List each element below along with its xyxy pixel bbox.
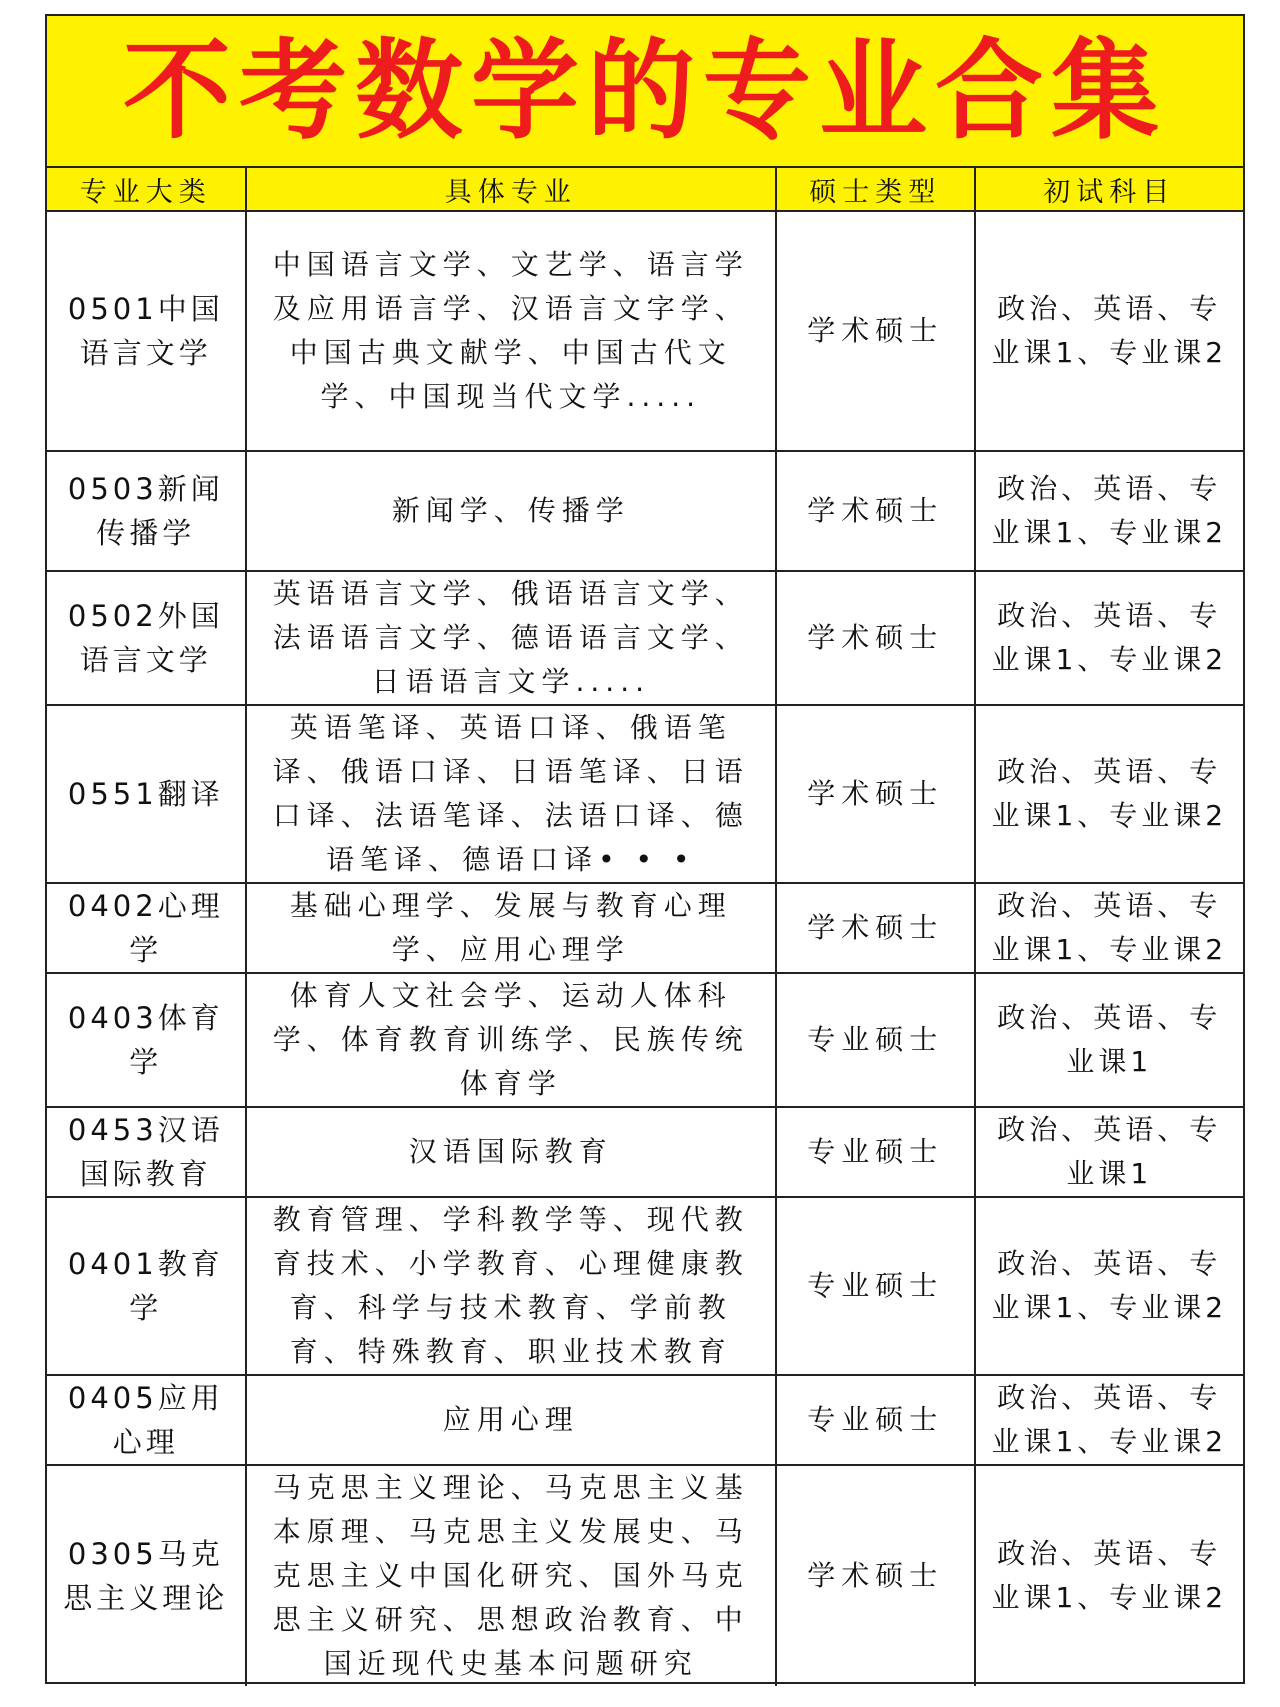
page-title: 不考数学的专业合集 [122, 28, 1167, 154]
subjects-cell: 政治、英语、专业课1 [975, 973, 1243, 1107]
table-header-row [47, 168, 1243, 211]
degree-cell: 专业硕士 [776, 1107, 975, 1197]
subjects-cell: 政治、英语、专业课1、专业课2 [975, 705, 1243, 883]
table-row [47, 705, 1243, 883]
table-row [47, 1375, 1243, 1465]
table-row [47, 451, 1243, 571]
degree-cell: 学术硕士 [776, 451, 975, 571]
subjects-cell: 政治、英语、专业课1、专业课2 [975, 451, 1243, 571]
subjects-cell: 政治、英语、专业课1、专业课2 [975, 571, 1243, 705]
table-row [47, 1107, 1243, 1197]
table-row [47, 883, 1243, 973]
majors-cell: 应用心理 [246, 1375, 776, 1465]
degree-cell: 学术硕士 [776, 705, 975, 883]
degree-cell: 专业硕士 [776, 973, 975, 1107]
majors-cell: 基础心理学、发展与教育心理学、应用心理学 [246, 883, 776, 973]
category-cell: 0401教育学 [47, 1197, 246, 1375]
majors-cell: 教育管理、学科教学等、现代教育技术、小学教育、心理健康教育、科学与技术教育、学前教育、特殊教育、职业技术教育 [246, 1197, 776, 1375]
degree-cell: 专业硕士 [776, 1375, 975, 1465]
header-majors: 具体专业 [246, 168, 776, 211]
category-cell: 0305马克思主义理论 [47, 1465, 246, 1686]
degree-cell: 学术硕士 [776, 571, 975, 705]
degree-cell: 学术硕士 [776, 211, 975, 451]
majors-cell: 英语笔译、英语口译、俄语笔译、俄语口译、日语笔译、日语口译、法语笔译、法语口译、德语笔译、德语口译• • • [246, 705, 776, 883]
table-row [47, 1465, 1243, 1686]
majors-cell: 英语语言文学、俄语语言文学、法语语言文学、德语语言文学、日语语言文学..... [246, 571, 776, 705]
table-row [47, 211, 1243, 451]
category-cell: 0502外国语言文学 [47, 571, 246, 705]
subjects-cell: 政治、英语、专业课1、专业课2 [975, 211, 1243, 451]
category-cell: 0402心理学 [47, 883, 246, 973]
majors-cell: 马克思主义理论、马克思主义基本原理、马克思主义发展史、马克思主义中国化研究、国外马克思主义研究、思想政治教育、中国近现代史基本问题研究 [246, 1465, 776, 1686]
degree-cell: 专业硕士 [776, 1197, 975, 1375]
category-cell: 0503新闻传播学 [47, 451, 246, 571]
subjects-cell: 政治、英语、专业课1 [975, 1107, 1243, 1197]
majors-sheet [45, 14, 1245, 1684]
category-cell: 0453汉语国际教育 [47, 1107, 246, 1197]
category-cell: 0405应用心理 [47, 1375, 246, 1465]
subjects-cell: 政治、英语、专业课1、专业课2 [975, 1197, 1243, 1375]
table-row [47, 973, 1243, 1107]
title-banner [47, 16, 1243, 168]
majors-cell: 汉语国际教育 [246, 1107, 776, 1197]
category-cell: 0501中国语言文学 [47, 211, 246, 451]
degree-cell: 学术硕士 [776, 883, 975, 973]
table-row [47, 571, 1243, 705]
category-cell: 0403体育学 [47, 973, 246, 1107]
subjects-cell: 政治、英语、专业课1、专业课2 [975, 883, 1243, 973]
table-row [47, 1197, 1243, 1375]
majors-cell: 体育人文社会学、运动人体科学、体育教育训练学、民族传统体育学 [246, 973, 776, 1107]
subjects-cell: 政治、英语、专业课1、专业课2 [975, 1375, 1243, 1465]
header-degree-type: 硕士类型 [776, 168, 975, 211]
category-cell: 0551翻译 [47, 705, 246, 883]
header-category: 专业大类 [47, 168, 246, 211]
majors-cell: 中国语言文学、文艺学、语言学及应用语言学、汉语言文字学、中国古典文献学、中国古代文学、中国现当代文学..... [246, 211, 776, 451]
header-exam-subjects: 初试科目 [975, 168, 1243, 211]
majors-table [47, 168, 1243, 1686]
degree-cell: 学术硕士 [776, 1465, 975, 1686]
subjects-cell: 政治、英语、专业课1、专业课2 [975, 1465, 1243, 1686]
majors-cell: 新闻学、传播学 [246, 451, 776, 571]
